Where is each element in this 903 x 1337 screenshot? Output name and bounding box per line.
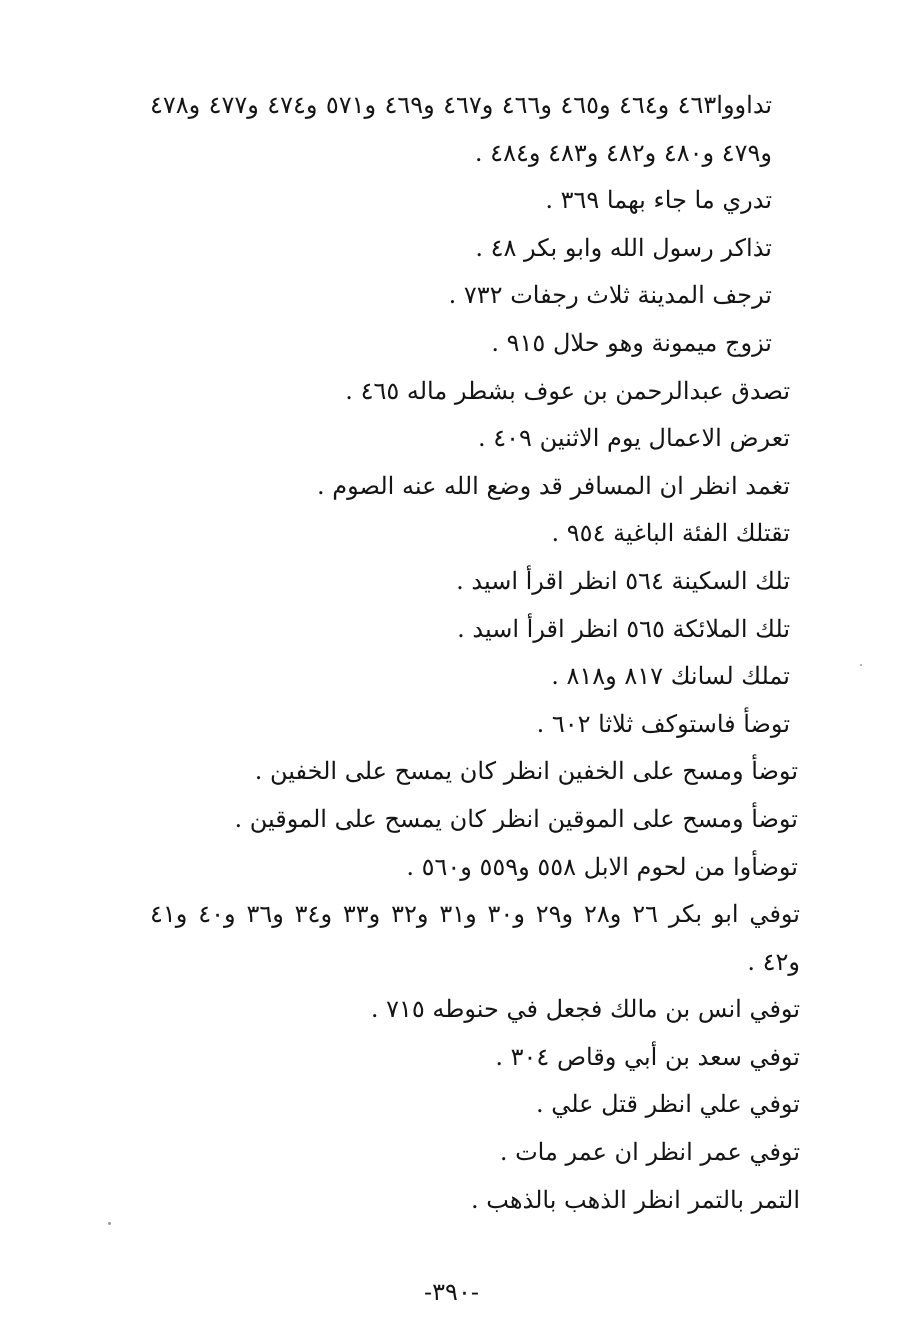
index-entry: تغمد انظر ان المسافر قد وضع الله عنه الصوم . [317,471,790,500]
index-entry: توضأوا من لحوم الابل ٥٥٨ و٥٥٩ و٥٦٠ . [406,852,798,881]
index-entry: توفي انس بن مالك فجعل في حنوطه ٧١٥ . [370,995,800,1024]
index-entry: تقتلك الفئة الباغية ٩٥٤ . [551,519,790,548]
index-entry: تملك لسانك ٨١٧ و٨١٨ . [551,662,790,691]
index-entry: ترجف المدينة ثلاث رجفات ٧٣٢ . [448,281,772,310]
index-entry: تعرض الاعمال يوم الاثنين ٤٠٩ . [478,424,790,453]
index-entry: التمر بالتمر انظر الذهب بالذهب . [471,1185,800,1214]
index-entry: تدري ما جاء بهما ٣٦٩ . [545,186,772,215]
index-entry: توفي ابو بكر ٢٦ و٢٨ و٢٩ و٣٠ و٣١ و٣٢ و٣٣ و٣٤ و٣٦ و٤٠ و٤١ و٤٢ . [150,900,800,976]
scan-speck [860,664,862,666]
index-entry: توفي علي انظر قتل علي . [535,1090,800,1119]
index-entry: توفي عمر انظر ان عمر مات . [499,1138,800,1167]
index-entry: تلك السكينة ٥٦٤ انظر اقرأ اسيد . [456,566,790,595]
index-entry: توضأ فاستوكف ثلاثا ٦٠٢ . [536,709,790,738]
index-entry: تذاكر رسول الله وابو بكر ٤٨ . [475,233,772,262]
index-entry: توضأ ومسح على الموقين انظر كان يمسح على الموقين . [234,804,798,833]
index-entry: تصدق عبدالرحمن بن عوف بشطر ماله ٤٦٥ . [345,376,790,405]
index-entry-list [150,82,800,1224]
scan-speck [108,1222,111,1225]
index-entry: تزوج ميمونة وهو حلال ٩١٥ . [491,328,772,357]
index-entry: توفي سعد بن أبي وقاص ٣٠٤ . [495,1042,800,1071]
index-entry: توضأ ومسح على الخفين انظر كان يمسح على الخفين . [254,757,798,786]
page-number: -٣٩٠- [424,1278,479,1306]
index-entry: تلك الملائكة ٥٦٥ انظر اقرأ اسيد . [457,614,790,643]
index-entry: تداووا٤٦٣ و٤٦٤ و٤٦٥ و٤٦٦ و٤٦٧ و٤٦٩ و٥٧١ و٤٧٤ و٤٧٧ و٤٧٨ و٤٧٩ و٤٨٠ و٤٨٢ و٤٨٣ و٤٨٤ . [150,91,773,167]
